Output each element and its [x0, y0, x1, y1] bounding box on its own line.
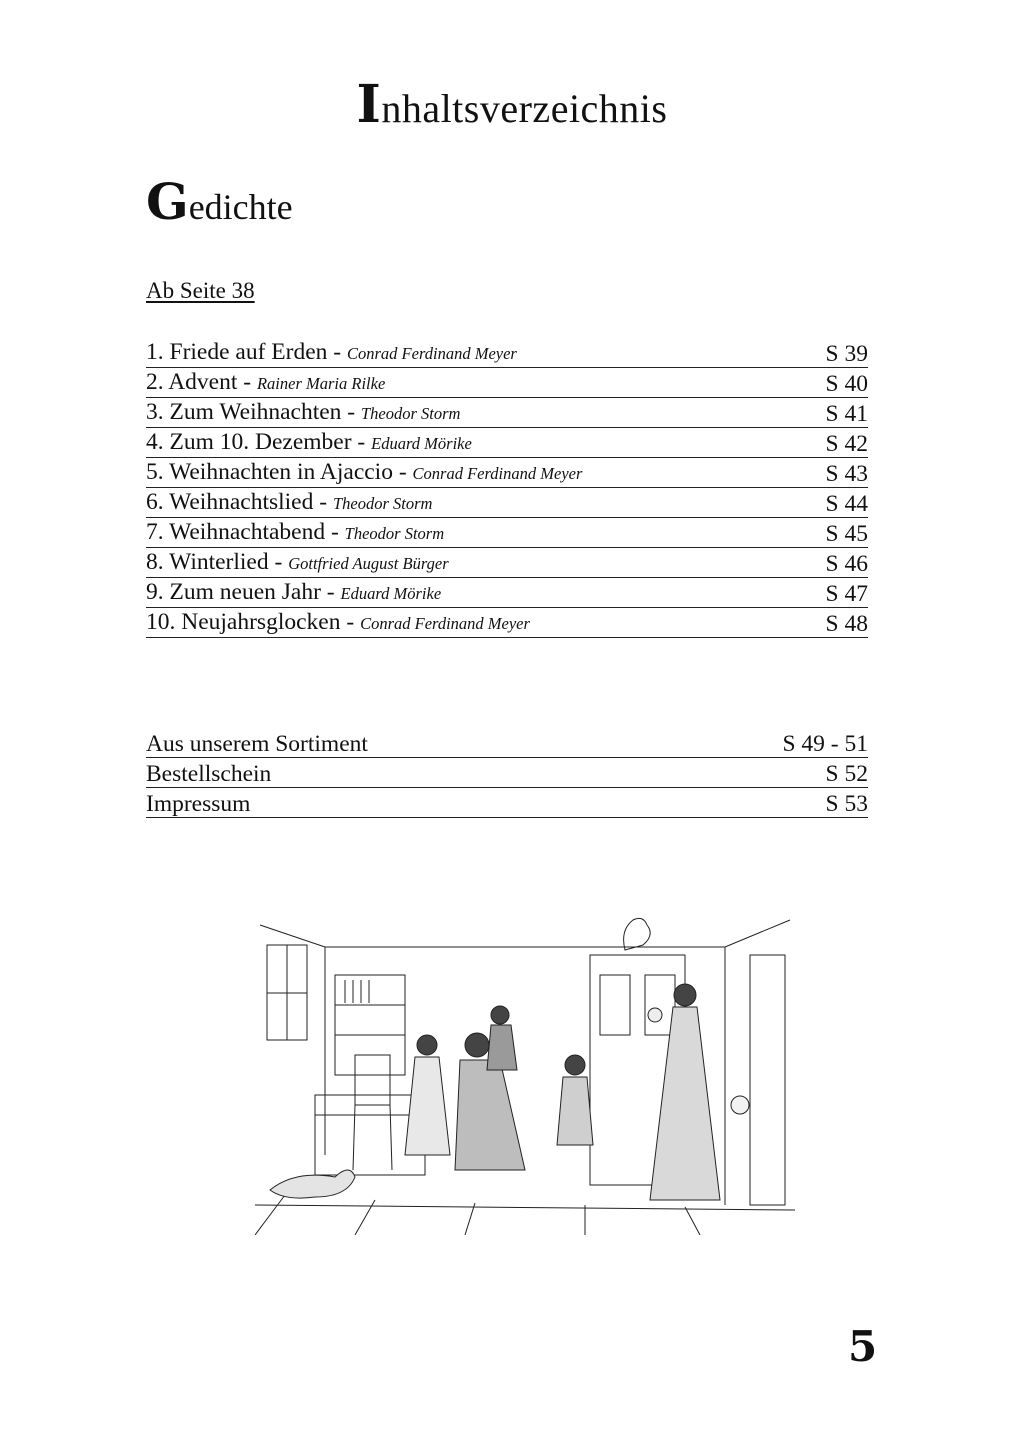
poem-title: 9. Zum neuen Jahr -	[146, 579, 341, 605]
poem-title: 10. Neujahrsglocken -	[146, 609, 361, 635]
poem-author: Rainer Maria Rilke	[256, 374, 386, 393]
page-ref: S 53	[825, 791, 868, 817]
poem-title: 6. Weihnachtslied -	[146, 489, 333, 515]
poem-author: Conrad Ferdinand Meyer	[360, 614, 530, 633]
page-ref: S 45	[825, 521, 868, 547]
poem-author: Eduard Mörike	[371, 434, 472, 453]
poem-title: 4. Zum 10. Dezember -	[146, 429, 372, 455]
toc-row	[146, 368, 868, 398]
toc-row	[146, 548, 868, 578]
poem-author: Gottfried August Bürger	[288, 554, 449, 573]
poem-title: 8. Winterlied -	[146, 549, 289, 575]
toc-row	[146, 518, 868, 548]
page-ref: S 43	[825, 461, 868, 487]
page-ref: S 39	[825, 341, 868, 367]
toc-row	[146, 728, 868, 758]
poem-author: Conrad Ferdinand Meyer	[412, 464, 583, 483]
title-rest: nhaltsverzeichnis	[381, 86, 668, 131]
page-ref: S 47	[825, 581, 868, 607]
poem-title: 5. Weihnachten in Ajaccio -	[146, 459, 413, 485]
extra-title: Aus unserem Sortiment	[146, 731, 368, 757]
page-number: 5	[848, 1322, 878, 1371]
toc-row	[146, 578, 868, 608]
page-ref: S 49 - 51	[782, 731, 868, 757]
page-ref: S 44	[825, 491, 868, 517]
poem-title: 7. Weihnachtabend -	[146, 519, 345, 545]
section-heading	[146, 172, 293, 231]
toc-row	[146, 458, 868, 488]
page-ref: S 42	[825, 431, 868, 457]
start-page-note: Ab Seite 38	[146, 278, 255, 303]
poem-author: Eduard Mörike	[340, 584, 442, 603]
poem-author: Theodor Storm	[361, 404, 461, 423]
toc-row	[146, 428, 868, 458]
engraving-illustration	[255, 905, 795, 1235]
poem-author: Theodor Storm	[344, 524, 445, 543]
poem-title: 2. Advent -	[146, 369, 257, 395]
toc-row	[146, 608, 868, 638]
extras-list	[146, 728, 868, 818]
page-ref: S 48	[825, 611, 868, 637]
title-initial: I	[356, 74, 382, 135]
toc-row	[146, 788, 868, 818]
extra-title: Bestellschein	[146, 761, 272, 787]
toc-row	[146, 758, 868, 788]
page-ref: S 41	[825, 401, 868, 427]
toc-row	[146, 488, 868, 518]
page-ref: S 46	[825, 551, 868, 577]
toc-row	[146, 398, 868, 428]
page-ref: S 52	[825, 761, 868, 787]
poem-title: 1. Friede auf Erden -	[146, 339, 347, 365]
poem-author: Conrad Ferdinand Meyer	[346, 344, 517, 363]
toc-row	[146, 338, 868, 368]
section-rest: edichte	[188, 187, 293, 227]
section-initial: G	[146, 172, 189, 231]
extra-title: Impressum	[146, 791, 251, 817]
poem-list	[146, 338, 868, 638]
poem-author: Theodor Storm	[332, 494, 433, 513]
page-ref: S 40	[825, 371, 868, 397]
page-title	[0, 74, 1024, 135]
poem-title: 3. Zum Weihnachten -	[146, 399, 361, 425]
